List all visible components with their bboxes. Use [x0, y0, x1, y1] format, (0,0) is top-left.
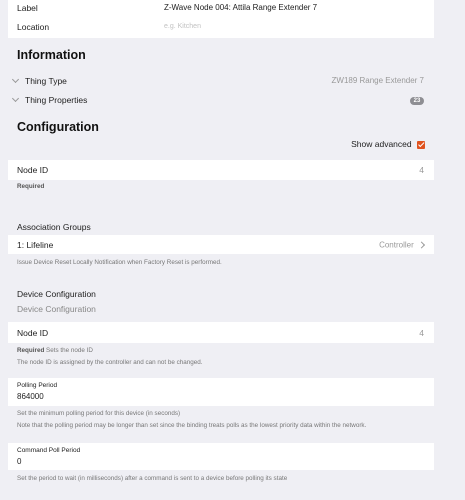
config-required-note: Required	[17, 183, 45, 190]
information-heading: Information	[17, 48, 86, 62]
thing-type-label: Thing Type	[25, 76, 67, 86]
location-input[interactable]: e.g. Kitchen	[164, 23, 201, 30]
show-advanced-toggle[interactable]	[351, 139, 425, 149]
config-node-id-label: Node ID	[17, 165, 49, 175]
label-location-card	[8, 0, 434, 38]
command-poll-period-label: Command Poll Period	[17, 447, 81, 454]
thing-properties-row[interactable]	[8, 93, 434, 109]
thing-properties-label: Thing Properties	[25, 95, 88, 105]
polling-period-input[interactable]: 864000	[17, 392, 44, 401]
required-bold-label: Required	[17, 347, 45, 354]
thing-properties-count-badge: 23	[410, 97, 424, 105]
config-node-id-row[interactable]	[8, 160, 434, 180]
lifeline-value-wrap	[379, 240, 424, 249]
lifeline-row[interactable]	[8, 235, 434, 254]
device-node-id-row[interactable]	[8, 322, 434, 343]
command-poll-period-note: Set the period to wait (in milliseconds) after a command is sent to a device before polling its state	[17, 475, 288, 482]
label-input[interactable]: Z-Wave Node 004: Attila Range Extender 7	[164, 3, 318, 12]
device-node-id-note: The node ID is assigned by the controller and can not be changed.	[17, 359, 203, 366]
device-node-id-label: Node ID	[17, 327, 49, 338]
lifeline-value: Controller	[379, 240, 414, 249]
thing-type-value: ZW189 Range Extender 7	[331, 76, 424, 85]
config-node-id-value: 4	[419, 165, 424, 175]
show-advanced-checkbox[interactable]	[417, 141, 425, 149]
command-poll-period-field[interactable]	[8, 443, 434, 470]
chevron-down-icon	[12, 76, 19, 83]
polling-period-note-2: Note that the polling period may be longer than set since the binding treats polls as the lowest priority data within the network.	[17, 422, 367, 429]
device-node-id-required	[17, 347, 93, 354]
polling-period-label: Polling Period	[17, 382, 58, 389]
polling-period-field[interactable]	[8, 378, 434, 406]
device-node-id-value: 4	[419, 327, 424, 338]
chevron-right-icon	[418, 241, 425, 248]
thing-type-row[interactable]	[8, 74, 434, 90]
location-label: Location	[17, 22, 50, 32]
command-poll-period-input[interactable]: 0	[17, 457, 22, 466]
configuration-heading: Configuration	[17, 120, 99, 134]
device-configuration-heading: Device Configuration	[17, 289, 96, 299]
lifeline-label: 1: Lifeline	[17, 239, 54, 250]
show-advanced-label: Show advanced	[351, 139, 412, 149]
device-configuration-subtitle: Device Configuration	[17, 304, 96, 314]
chevron-down-icon	[12, 95, 19, 102]
polling-period-note-1: Set the minimum polling period for this device (in seconds)	[17, 410, 181, 417]
required-description: Sets the node ID	[44, 347, 93, 354]
label-label: Label	[17, 3, 38, 13]
association-groups-heading: Association Groups	[17, 222, 91, 232]
lifeline-note: Issue Device Reset Locally Notification when Factory Reset is performed.	[17, 259, 222, 266]
